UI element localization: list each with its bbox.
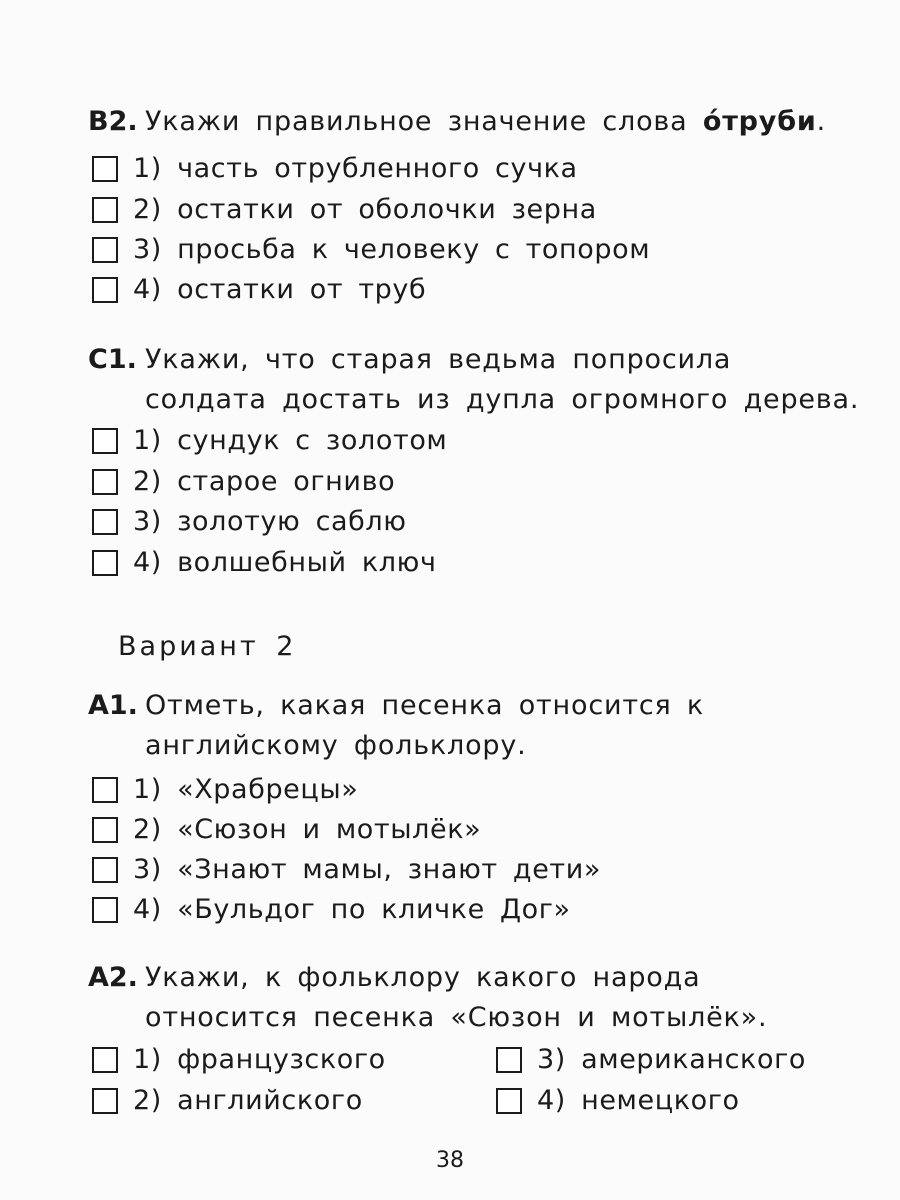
answer-checkbox[interactable]	[92, 277, 118, 303]
option-a1-2[interactable]: 2) «Сюзон и мотылёк»	[92, 810, 481, 850]
page-number: 38	[436, 1148, 464, 1173]
option-b2-4[interactable]: 4) остатки от труб	[92, 270, 426, 310]
option-a2-3[interactable]: 3) американского	[496, 1040, 806, 1080]
option-a1-3[interactable]: 3) «Знают мамы, знают дети»	[92, 850, 601, 890]
option-a1-1[interactable]: 1) «Храбрецы»	[92, 770, 358, 810]
answer-checkbox[interactable]	[92, 469, 118, 495]
option-c1-2[interactable]: 2) старое огниво	[92, 462, 395, 502]
answer-checkbox[interactable]	[92, 1047, 118, 1073]
highlighted-word: о́труби	[702, 106, 817, 137]
question-text: Укажи, что старая ведьма попросила солдата достать из дупла огромного дерева.	[145, 344, 860, 415]
option-c1-3[interactable]: 3) золотую саблю	[92, 502, 407, 542]
answer-checkbox[interactable]	[92, 817, 118, 843]
answer-checkbox[interactable]	[496, 1047, 522, 1073]
answer-checkbox[interactable]	[92, 550, 118, 576]
answer-checkbox[interactable]	[496, 1088, 522, 1114]
option-a2-1[interactable]: 1) французского	[92, 1040, 386, 1080]
answer-checkbox[interactable]	[92, 237, 118, 263]
answer-checkbox[interactable]	[92, 509, 118, 535]
question-c1	[88, 340, 863, 420]
option-b2-3[interactable]: 3) просьба к человеку с топором	[92, 230, 650, 270]
option-c1-1[interactable]: 1) сундук с золотом	[92, 421, 447, 461]
answer-checkbox[interactable]	[92, 156, 118, 182]
option-b2-2[interactable]: 2) остатки от оболочки зерна	[92, 190, 597, 230]
variant-heading: Вариант 2	[118, 631, 297, 662]
question-number: C1.	[88, 344, 137, 375]
answer-checkbox[interactable]	[92, 857, 118, 883]
answer-checkbox[interactable]	[92, 1088, 118, 1114]
question-number: A1.	[88, 690, 138, 721]
answer-checkbox[interactable]	[92, 897, 118, 923]
option-b2-1[interactable]: 1) часть отрубленного сучка	[92, 149, 578, 189]
question-text: Отметь, какая песенка относится к английскому фольклору.	[145, 690, 705, 761]
answer-checkbox[interactable]	[92, 197, 118, 223]
question-text: Укажи правильное значение слова о́труби.	[145, 106, 826, 137]
question-number: B2.	[88, 106, 138, 137]
question-text: Укажи, к фольклору какого народа относится песенка «Сюзон и мотылёк».	[145, 962, 768, 1033]
question-a1	[88, 686, 863, 766]
option-a2-4[interactable]: 4) немецкого	[496, 1081, 740, 1121]
option-a2-2[interactable]: 2) английского	[92, 1081, 363, 1121]
question-a2	[88, 958, 863, 1038]
option-a1-4[interactable]: 4) «Бульдог по кличке Дог»	[92, 890, 571, 930]
answer-checkbox[interactable]	[92, 777, 118, 803]
answer-checkbox[interactable]	[92, 428, 118, 454]
question-number: A2.	[88, 962, 138, 993]
question-b2	[88, 102, 863, 142]
option-c1-4[interactable]: 4) волшебный ключ	[92, 543, 437, 583]
